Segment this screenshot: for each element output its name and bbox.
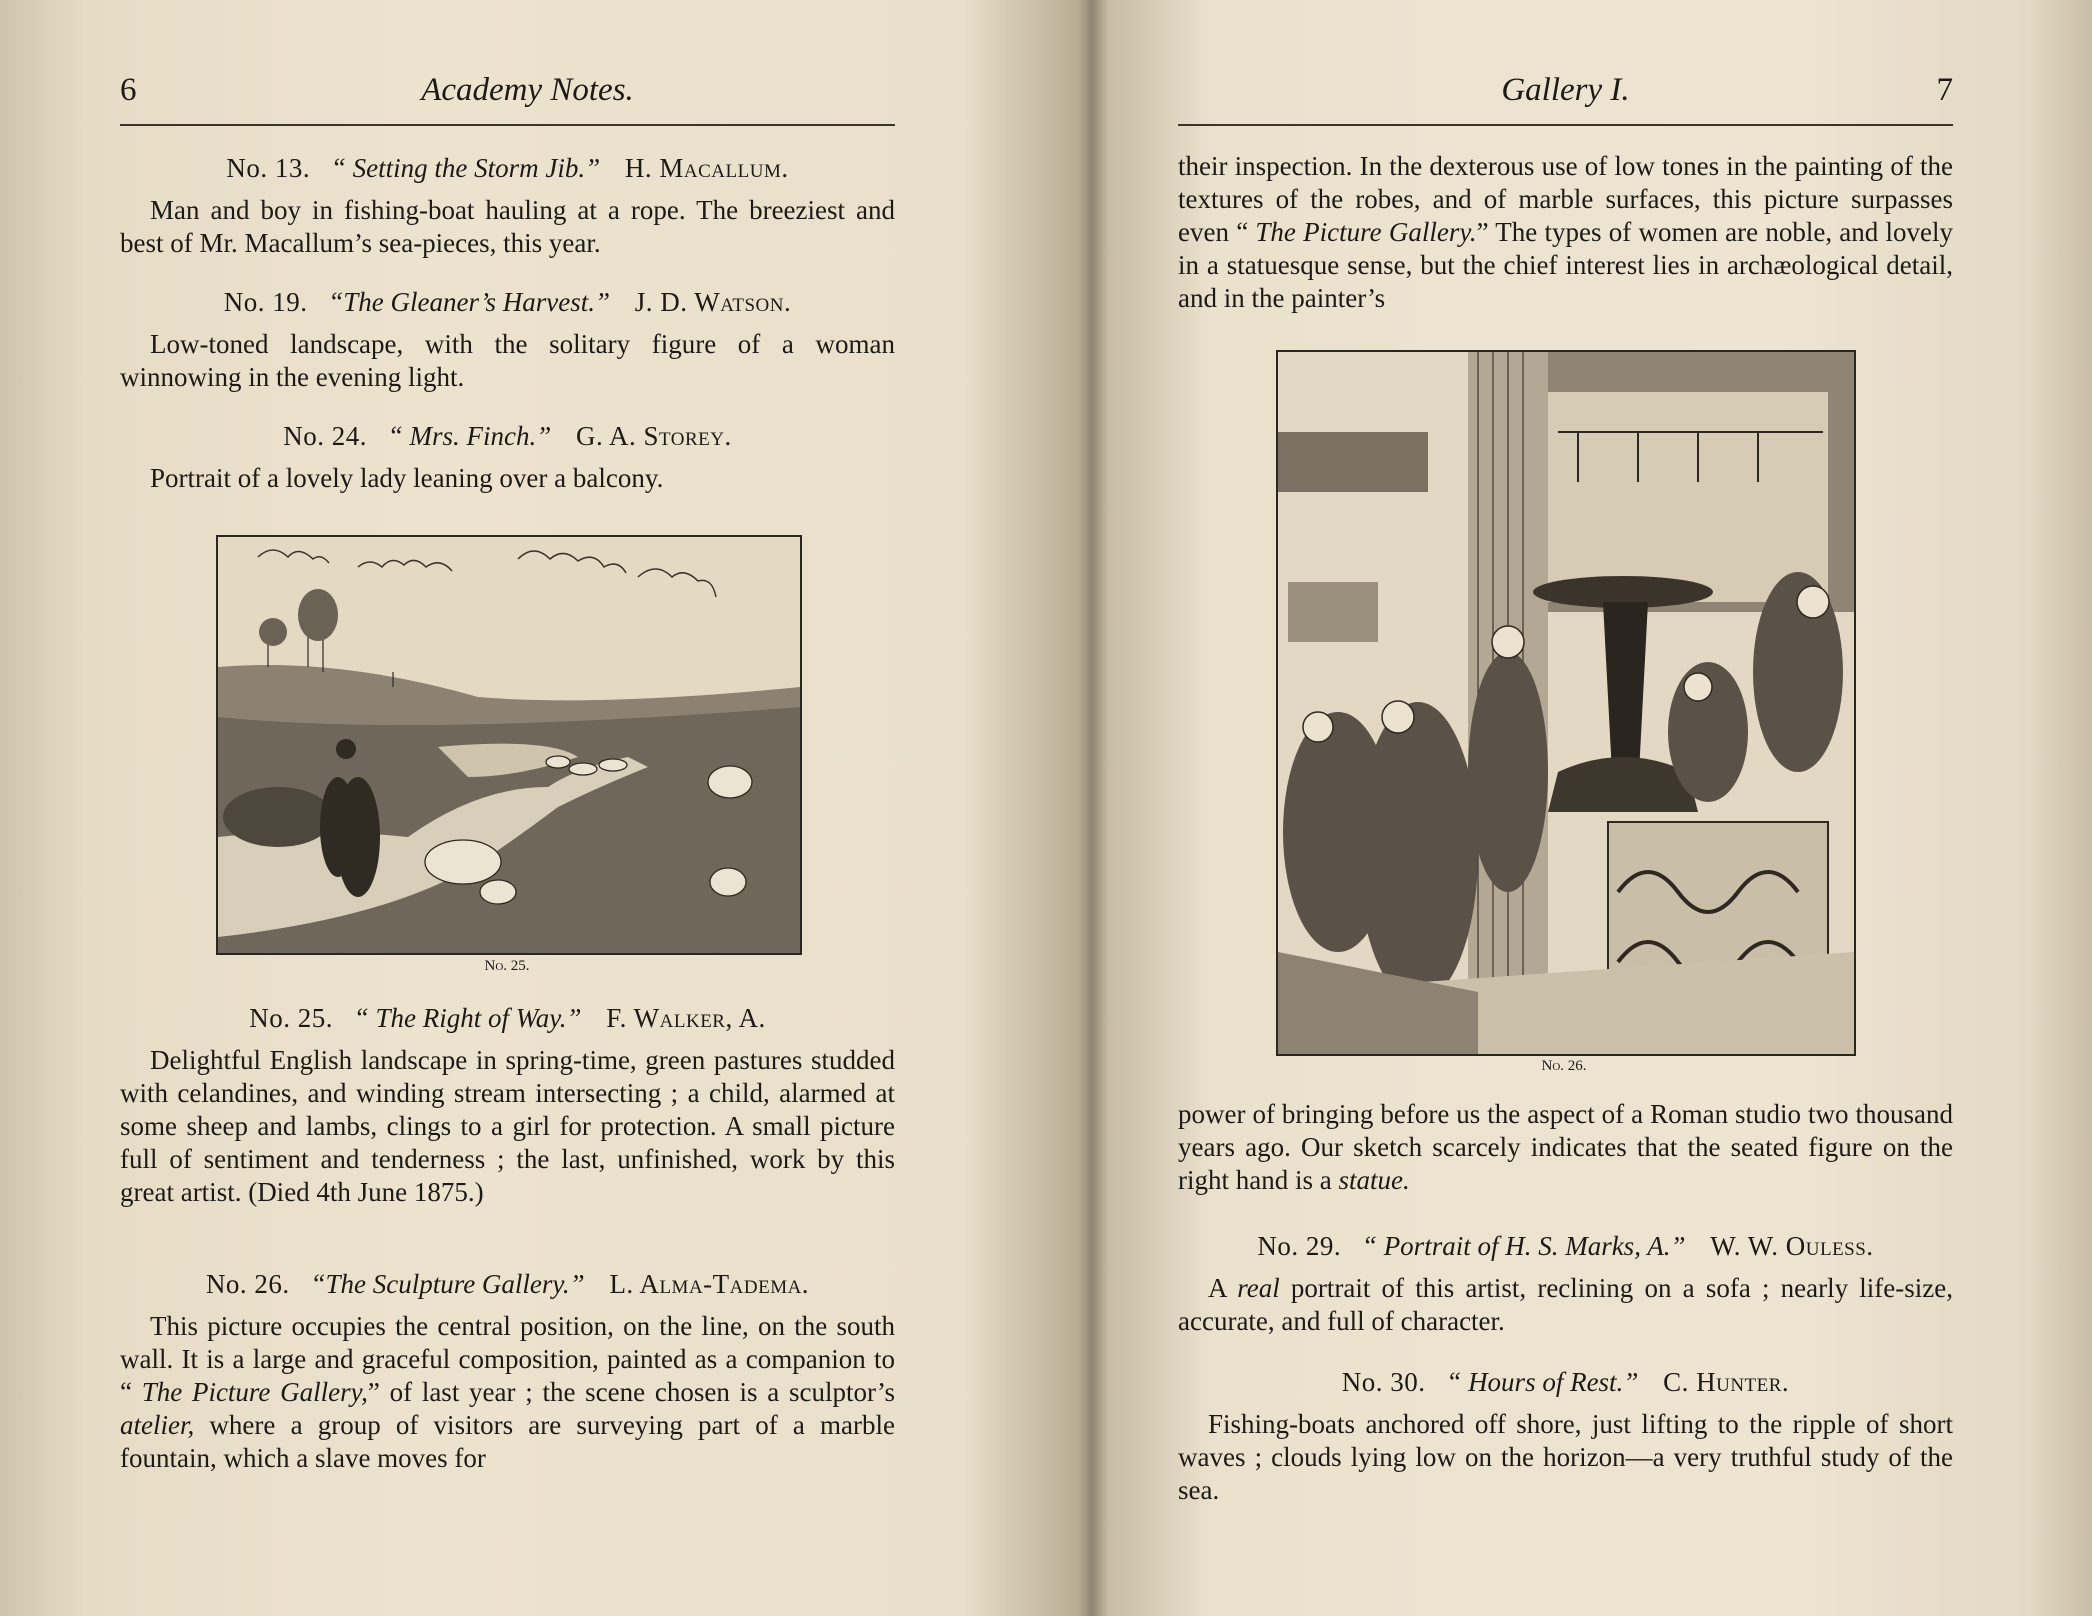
text-run: where a group of visitors are surveying part of a marble fountain, which a slave moves for (120, 1410, 895, 1473)
italic-work-title: The Picture Gallery, (141, 1377, 368, 1407)
entry-artist: L. Alma-Tadema. (609, 1269, 810, 1299)
entry-no-24 (120, 420, 895, 495)
italic-term: real (1237, 1273, 1280, 1303)
italic-term: statue. (1338, 1165, 1410, 1195)
entry-description: Fishing-boats anchored off shore, just lifting to the ripple of short waves ; clouds lying low on the horizon—a very truthful study of the sea. (1178, 1409, 1953, 1505)
entry-description: Delightful English landscape in spring-time, green pastures studded with celandines, and winding stream intersecting ; a child, alarmed at some sheep and lambs, clings to a girl for protection. A small picture full of sentiment and tenderness ; the last, unfinished, work by this great artist. (Died 4th June 1875.) (120, 1045, 895, 1207)
entry-no-13 (120, 152, 895, 260)
entry-artist: W. W. Ouless. (1710, 1231, 1874, 1261)
text-run: their inspection. In the dexterous use of low tones in the painting of the textures of the robes, and of marble surfaces, this picture surpasses even “ (1178, 151, 1953, 247)
italic-work-title: The Picture Gallery. (1255, 217, 1477, 247)
right-page (1178, 0, 1953, 1616)
entry-work-title: “ The Right of Way.” (353, 1003, 582, 1033)
entry-number: No. 26. (205, 1269, 290, 1299)
entry-number: No. 25. (249, 1003, 333, 1033)
entry-description: Portrait of a lovely lady leaning over a balcony. (150, 463, 664, 493)
entry-work-title: “The Gleaner’s Harvest.” (328, 287, 611, 317)
entry-heading (120, 286, 895, 319)
entry-no-25 (120, 1002, 895, 1209)
right-running-head (1178, 68, 1953, 126)
continued-paragraph (1178, 1098, 1953, 1197)
entry-heading (1178, 1366, 1953, 1399)
entry-work-title: “ Mrs. Finch.” (387, 421, 552, 451)
left-running-head (120, 68, 895, 126)
continuation-no-26 (1178, 150, 1953, 315)
italic-term: atelier, (120, 1410, 195, 1440)
left-running-title: Academy Notes. (421, 72, 634, 108)
entry-no-30 (1178, 1366, 1953, 1507)
entry-work-title: “The Sculpture Gallery.” (310, 1269, 585, 1299)
entry-description (120, 1310, 895, 1475)
text-run: power of bringing before us the aspect of a Roman studio two thousand years ago. Our sketch scarcely indicates that the seated figure on the right hand is a (1178, 1099, 1953, 1195)
entry-artist: H. Macallum. (624, 153, 789, 183)
entry-artist: J. D. Watson. (634, 287, 792, 317)
entry-heading (120, 1002, 895, 1035)
entry-artist: F. Walker, A. (606, 1003, 766, 1033)
figure-caption-no-25: No. 25. (484, 958, 530, 974)
entry-artist: C. Hunter. (1663, 1367, 1790, 1397)
text-run: ” of last year ; the scene chosen is a sculptor’s (367, 1377, 896, 1407)
text-run: portrait of this artist, reclining on a sofa ; nearly life-size, accurate, and full of character. (1178, 1273, 1954, 1336)
entry-number: No. 19. (223, 287, 308, 317)
left-page-number: 6 (120, 72, 137, 108)
figure-caption-no-26: No. 26. (1541, 1058, 1587, 1074)
right-page-number: 7 (1936, 72, 1953, 108)
left-page (120, 0, 895, 1616)
entry-description: Man and boy in fishing-boat hauling at a rope. The breeziest and best of Mr. Macallum’s sea-pieces, this year. (120, 195, 895, 258)
engraving-sculpture-gallery (1276, 350, 1856, 1056)
roman-studio-illustration (1278, 352, 1854, 1054)
text-run: This picture occupies the central position, on the line, on the south wall. It is a large and graceful composition, painted as a companion to “ (120, 1311, 895, 1407)
entry-artist: G. A. Storey. (576, 421, 732, 451)
right-running-title: Gallery I. (1501, 72, 1630, 108)
entry-number: No. 29. (1257, 1231, 1342, 1261)
continuation-after-figure (1178, 1098, 1953, 1197)
entry-work-title: “ Portrait of H. S. Marks, A.” (1361, 1231, 1686, 1261)
entry-number: No. 13. (226, 153, 311, 183)
entry-work-title: “ Setting the Storm Jib.” (330, 153, 601, 183)
entry-heading (120, 1268, 895, 1301)
entry-no-19 (120, 286, 895, 394)
entry-no-29 (1178, 1230, 1953, 1338)
landscape-illustration (218, 537, 800, 953)
text-run: A (1208, 1273, 1238, 1303)
entry-work-title: “ Hours of Rest.” (1446, 1367, 1639, 1397)
entry-number: No. 24. (283, 421, 367, 451)
entry-heading (120, 152, 895, 185)
entry-no-26 (120, 1268, 895, 1475)
continued-paragraph (1178, 150, 1953, 315)
entry-description: Low-toned landscape, with the solitary figure of a woman winnowing in the evening light. (120, 329, 895, 392)
entry-number: No. 30. (1341, 1367, 1426, 1397)
entry-description (1178, 1272, 1953, 1338)
engraving-right-of-way (216, 535, 802, 955)
entry-heading (1178, 1230, 1953, 1263)
entry-heading (120, 420, 895, 453)
text-run: ” The types of women are noble, and lovely in a statuesque sense, but the chief interest lies in archæological detail, and in the painter’s (1178, 217, 1953, 313)
